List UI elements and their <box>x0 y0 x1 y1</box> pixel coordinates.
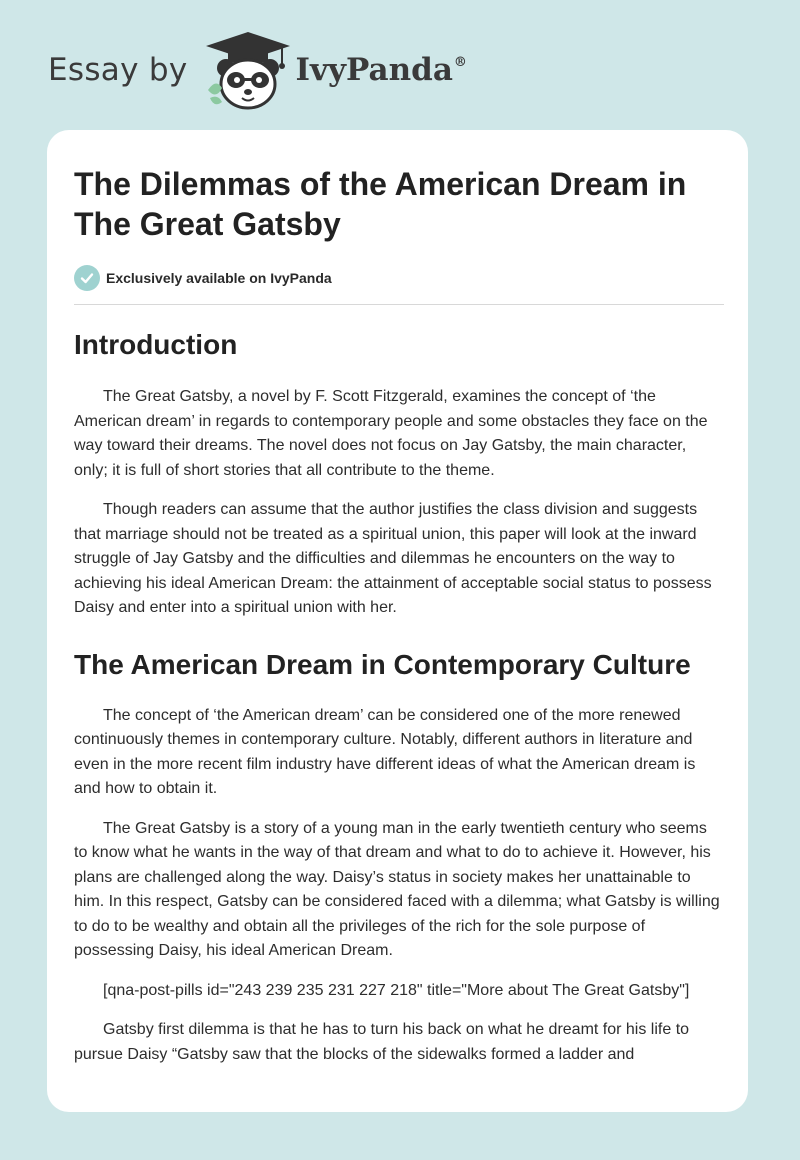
section-heading-introduction: Introduction <box>74 329 238 360</box>
article-content <box>74 164 724 1067</box>
check-icon <box>74 265 100 291</box>
brand-name-text: IvyPanda <box>295 52 453 88</box>
paragraph: Though readers can assume that the author justifies the class division and suggests that marriage should not be treated as a spiritual union, this paper will look at the inward struggle of Jay Gatsby and the difficulties and dilemmas he encounters on the way to achieving his ideal American Dream: the attainment of acceptable social status to possess Daisy and enter into a spiritual union with her. <box>74 501 712 616</box>
brand-prefix: Essay by <box>48 52 188 88</box>
section-heading-american-dream: The American Dream in Contemporary Culture <box>74 648 691 680</box>
exclusive-badge <box>74 264 724 292</box>
shortcode-paragraph: [qna-post-pills id="243 239 235 231 227 218" title="More about The Great Gatsby"] <box>103 981 690 999</box>
paragraph: The Great Gatsby, a novel by F. Scott Fitzgerald, examines the concept of ‘the American dream’ in regards to contemporary people and some obstacles they face on the way toward their dreams. The novel does not focus on Jay Gatsby, the main character, only; it is full of short stories that all contribute to the theme. <box>74 388 708 479</box>
article-title: The Dilemmas of the American Dream in The Great Gatsby <box>74 166 687 242</box>
registered-mark: ® <box>453 55 467 70</box>
article-card <box>47 130 748 1112</box>
paragraph: Gatsby first dilemma is that he has to turn his back on what he dreamt for his life to pursue Daisy “Gatsby saw that the blocks of the sidewalks formed a ladder and <box>74 1021 690 1063</box>
brand-name <box>296 52 467 88</box>
panda-graduate-icon <box>202 28 294 112</box>
exclusive-text: Exclusively available on IvyPanda <box>106 270 332 286</box>
brand-header <box>48 28 467 112</box>
paragraph: The Great Gatsby is a story of a young man in the early twentieth century who seems to know what he wants in the way of that dream and what to do to achieve it. However, his plans are challenged along the way. Daisy’s status in society makes her unattainable to him. In this respect, Gatsby can be considered faced with a dilemma; what Gatsby is willing to do to be wealthy and obtain all the privileges of the rich for the sole purpose of possessing Daisy, his ideal American Dream. <box>74 819 720 959</box>
divider <box>74 304 724 305</box>
paragraph: The concept of ‘the American dream’ can be considered one of the more renewed continuously themes in contemporary culture. Notably, different authors in literature and even in the more recent film industry have different ideas of what the American dream is and how to obtain it. <box>74 706 696 797</box>
